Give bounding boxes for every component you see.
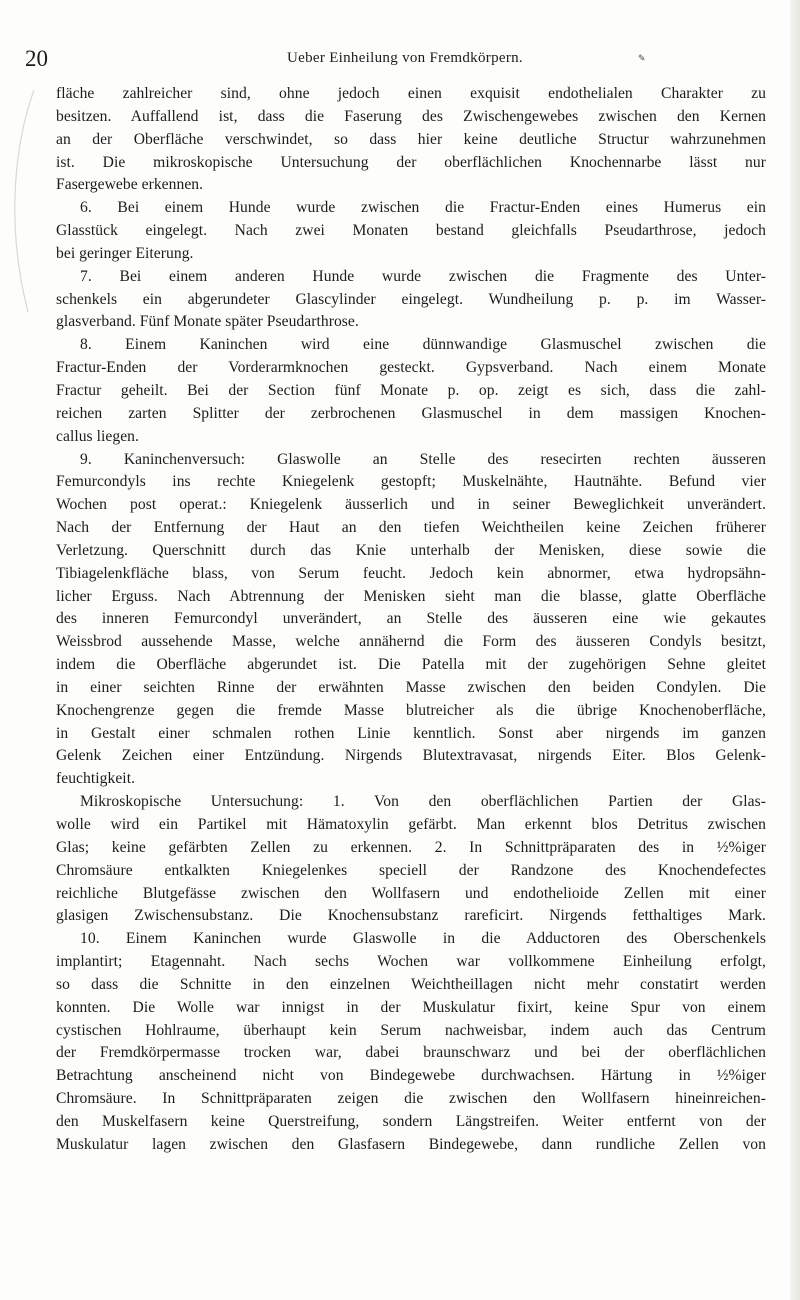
text-line: 9. Kaninchenversuch: Glaswolle an Stelle des resecirten rechten äusseren <box>80 450 766 468</box>
text-line: Nach der Entfernung der Haut an den tiefen Weichtheilen keine Zeichen früherer <box>56 519 766 537</box>
page-number: 20 <box>25 46 48 71</box>
text-line: ist. Die mikroskopische Untersuchung der oberflächlichen Knochennarbe lässt nur <box>56 153 766 171</box>
text-line: besitzen. Auffallend ist, dass die Faserung des Zwischengewebes zwischen den Kernen <box>56 107 766 125</box>
text-line: callus liegen. <box>56 427 139 445</box>
margin-pencil-mark <box>0 86 60 316</box>
text-line: Muskulatur lagen zwischen den Glasfasern Bindegewebe, dann rundliche Zellen von <box>56 1135 766 1153</box>
body-text <box>56 83 766 1157</box>
text-line: Glas; keine gefärbten Zellen zu erkennen. 2. In Schnittpräparaten des in ½%iger <box>56 838 766 856</box>
text-line: feuchtigkeit. <box>56 770 136 788</box>
text-line: Glasstück eingelegt. Nach zwei Monaten bestand gleichfalls Pseudarthrose, jedoch <box>56 222 766 240</box>
text-line: Chromsäure entkalkten Kniegelenkes speciell der Randzone des Knochendefectes <box>56 861 766 879</box>
text-line: Betrachtung anscheinend nicht von Bindegewebe durchwachsen. Härtung in ½%iger <box>56 1067 766 1085</box>
text-line: Fractur-Enden der Vorderarmknochen gesteckt. Gypsverband. Nach einem Monate <box>56 359 766 377</box>
text-line: in Gestalt einer schmalen rothen Linie kenntlich. Sonst aber nirgends im ganzen <box>56 724 766 742</box>
text-line: wolle wird ein Partikel mit Hämatoxylin gefärbt. Man erkennt blos Detritus zwischen <box>56 816 766 833</box>
text-line: fläche zahlreicher sind, ohne jedoch einen exquisit endothelialen Charakter zu <box>56 85 766 102</box>
text-line: 8. Einem Kaninchen wird eine dünnwandige Glasmuschel zwischen die <box>80 336 766 354</box>
text-line: 10. Einem Kaninchen wurde Glaswolle in die Adductoren des Oberschenkels <box>80 930 766 948</box>
page-edge <box>790 0 800 1300</box>
text-line: Gelenk Zeichen einer Entzündung. Nirgends Blutextravasat, nirgends Eiter. Blos Gelenk- <box>56 747 766 765</box>
text-line: den Muskelfasern keine Querstreifung, sondern Längstreifen. Weiter entfernt von der <box>56 1112 766 1130</box>
text-line: licher Erguss. Nach Abtrennung der Menisken sieht man die blasse, glatte Oberfläche <box>56 587 766 605</box>
text-line: Fractur geheilt. Bei der Section fünf Monate p. op. zeigt es sich, dass die zahl- <box>56 381 766 399</box>
text-line: glasverband. Fünf Monate später Pseudarthrose. <box>56 313 359 331</box>
text-line: Wochen post operat.: Kniegelenk äusserlich und in seiner Beweglichkeit unverändert. <box>56 496 766 514</box>
text-line: Fasergewebe erkennen. <box>56 176 204 194</box>
text-line: Chromsäure. In Schnittpräparaten zeigen die zwischen den Wollfasern hineinreichen- <box>56 1090 766 1108</box>
text-line: 6. Bei einem Hunde wurde zwischen die Fractur-Enden eines Humerus ein <box>80 199 766 217</box>
text-line: reichen zarten Splitter der zerbrochenen Glasmuschel in dem massigen Knochen- <box>56 404 766 422</box>
text-line: indem die Oberfläche abgerundet ist. Die Patella mit der zugehörigen Sehne gleitet <box>56 656 766 674</box>
text-line: in einer seichten Rinne der erwähnten Masse zwischen den beiden Condylen. Die <box>56 678 766 696</box>
text-line: des inneren Femurcondyl unverändert, an Stelle des äusseren eine wie gekautes <box>56 610 766 628</box>
text-line: schenkels ein abgerundeter Glascylinder eingelegt. Wundheilung p. p. im Wasser- <box>56 290 766 308</box>
page-header <box>25 44 655 74</box>
text-line: so dass die Schnitte in den einzelnen Weichtheillagen nicht mehr constatirt werden <box>56 975 766 993</box>
text-line: Knochengrenze gegen die fremde Masse blutreicher als die übrige Knochenoberfläche, <box>56 701 766 719</box>
text-line: implantirt; Etagennaht. Nach sechs Wochen war vollkommene Einheilung erfolgt, <box>56 953 766 971</box>
text-line: Tibiagelenkfläche blass, von Serum feucht. Jedoch kein abnormer, etwa hydropsähn- <box>56 564 766 582</box>
text-line: 7. Bei einem anderen Hunde wurde zwischen die Fragmente des Unter- <box>80 267 766 285</box>
text-line: Femurcondyls ins rechte Kniegelenk gestopft; Muskelnähte, Hautnähte. Befund vier <box>56 473 766 491</box>
text-line: an der Oberfläche verschwindet, so dass hier keine deutliche Structur wahrzunehmen <box>56 130 766 148</box>
text-line: cystischen Hohlraume, überhaupt kein Serum nachweisbar, indem auch das Centrum <box>56 1021 766 1039</box>
text-line: konnten. Die Wolle war innigst in der Muskulatur fixirt, keine Spur von einem <box>56 998 766 1016</box>
text-line: Weissbrod aussehende Masse, welche annähernd die Form des äusseren Condyls besitzt, <box>56 633 766 651</box>
text-line: glasigen Zwischensubstanz. Die Knochensubstanz rareficirt. Nirgends fetthaltiges Mark. <box>56 907 766 925</box>
text-line: bei geringer Eiterung. <box>56 244 194 262</box>
running-title: Ueber Einheilung von Fremdkörpern. <box>287 50 523 66</box>
text-line: Mikroskopische Untersuchung: 1. Von den oberflächlichen Partien der Glas- <box>80 793 766 811</box>
pencil-mark-icon: ✎ <box>638 54 646 64</box>
text-line: reichliche Blutgefässe zwischen den Wollfasern und endothelioide Zellen mit einer <box>56 884 766 902</box>
text-line: der Fremdkörpermasse trocken war, dabei braunschwarz und bei der oberflächlichen <box>56 1044 766 1062</box>
text-line: Verletzung. Querschnitt durch das Knie unterhalb der Menisken, diese sowie die <box>56 541 766 559</box>
